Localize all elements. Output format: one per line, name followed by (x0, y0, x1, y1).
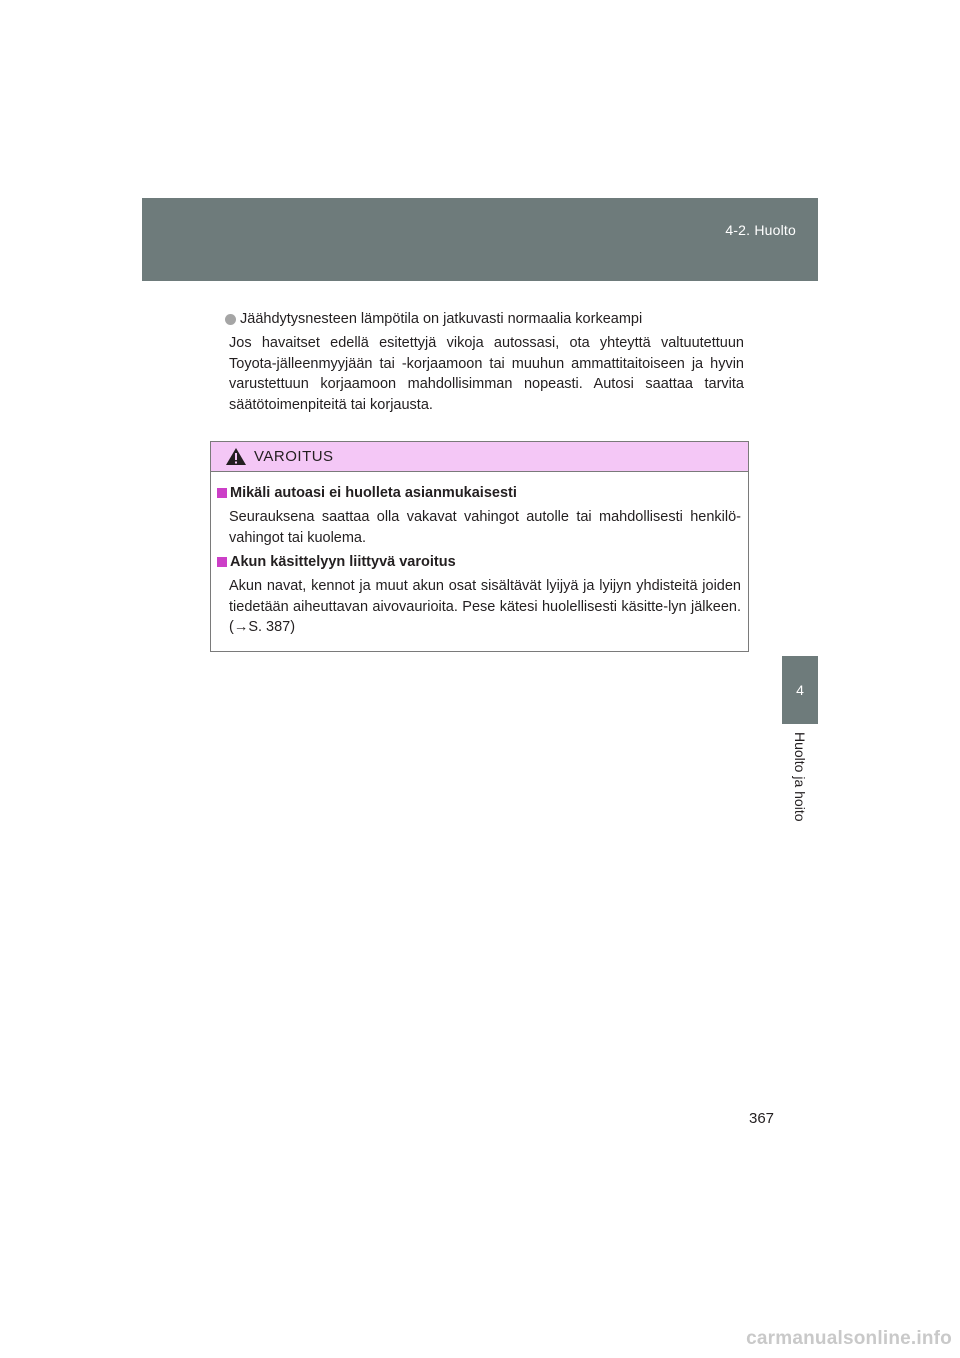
warning-item-text: Seurauksena saattaa olla vakavat vahingot autolle tai mahdollisesti henkilö-vahingot tai kuolema. (229, 509, 741, 546)
section-title: 4-2. Huolto (725, 222, 796, 238)
header-band (142, 198, 818, 281)
bullet-dot-icon (225, 314, 236, 325)
body-paragraph: Jos havaitset edellä esitettyjä vikoja autossasi, ota yhteyttä valtuutettuun Toyota-jälleenmyyjään tai -korjaamoon tai muuhun ammattitaitoiseen ja hyvin varustettuun korjaamoon mahdollisimman nopeasti. Autosi saattaa tarvita säätötoimenpiteitä tai korjausta. (229, 335, 744, 413)
warning-item-heading-text: Mikäli autoasi ei huolleta asianmukaisesti (230, 485, 517, 501)
warning-item-heading (217, 554, 741, 570)
chapter-tab (782, 656, 818, 724)
watermark: carmanualsonline.info (746, 1328, 952, 1349)
warning-title: VAROITUS (254, 448, 334, 465)
warning-box (210, 441, 749, 652)
square-bullet-icon (217, 557, 227, 567)
bullet-item (225, 311, 642, 327)
warning-triangle-icon (225, 447, 247, 466)
warning-item-heading-text: Akun käsittelyyn liittyvä varoitus (230, 554, 456, 570)
chapter-label: Huolto ja hoito (792, 732, 808, 822)
warning-body (211, 472, 748, 638)
square-bullet-icon (217, 488, 227, 498)
warning-header (211, 442, 748, 472)
warning-item-heading (217, 485, 741, 501)
bullet-text: Jäähdytysnesteen lämpötila on jatkuvasti normaalia korkeampi (240, 311, 643, 327)
chapter-number: 4 (796, 682, 804, 698)
page-number: 367 (749, 1110, 775, 1127)
warning-item-text: Akun navat, kennot ja muut akun osat sisältävät lyijyä ja lyijyn yhdisteitä joiden tiedetään aiheuttavan aivovaurioita. Pese kätesi huolellisesti käsitte-lyn jälkeen. (→S. 387) (229, 578, 741, 635)
